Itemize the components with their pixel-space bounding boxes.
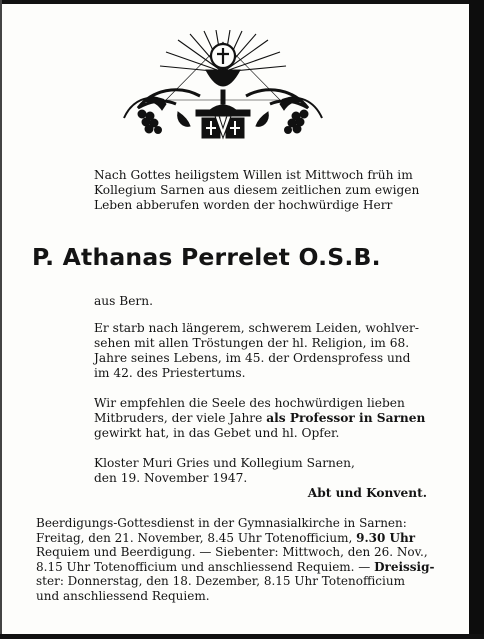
death-line-2: sehen mit allen Tröstungen der hl. Religion, im 68. [94,336,410,350]
funeral-line-6: und anschliessend Requiem. [36,588,210,603]
border-right [469,0,484,639]
funeral-line-2 [36,531,435,546]
intro-line-2: Kollegium Sarnen aus diesem zeitlichen zum ewigen [94,183,420,197]
deceased-name: P. Athanas Perrelet O.S.B. [32,243,381,271]
prayer-line-2 [94,411,425,426]
death-line-3: Jahre seines Lebens, im 45. der Ordensprofess und [94,351,411,365]
signature: Abt und Konvent. [307,486,427,500]
border-left [0,0,2,639]
death-line-1: Er starb nach längerem, schwerem Leiden, wohlver- [94,321,419,335]
professor-phrase: als Professor in Sarnen [266,411,426,425]
intro-line-1: Nach Gottes heiligstem Willen ist Mittwoch früh im [94,168,413,182]
funeral-line-1: Beerdigungs-Gottesdienst in der Gymnasialkirche in Sarnen: [36,516,407,530]
thirtieth-day-label: Dreissig- [374,559,435,574]
funeral-schedule [36,516,435,604]
funeral-line-3: Requiem und Beerdigung. — Siebenter: Mittwoch, den 26. Nov., [36,545,428,560]
intro-line-3: Leben abberufen worden der hochwürdige Herr [94,198,393,212]
prayer-line-2-text: Mitbruders, der viele Jahre [94,411,267,425]
funeral-line-5: ster: Donnerstag, den 18. Dezember, 8.15 Uhr Totenofficium [36,574,405,589]
origin-text: aus Bern. [94,294,153,308]
prayer-line-1: Wir empfehlen die Seele des hochwürdigen lieben [94,396,405,410]
funeral-line-4 [36,560,435,575]
border-bottom [0,634,484,639]
place-date [94,456,355,486]
requiem-time: 9.30 Uhr [356,530,416,545]
prayer-line-3: gewirkt hat, in das Gebet und hl. Opfer. [94,426,340,440]
chalice-emblem-icon [118,30,328,142]
death-paragraph [94,321,419,381]
death-line-4: im 42. des Priestertums. [94,366,246,380]
place-line: Kloster Muri Gries und Kollegium Sarnen, [94,456,355,470]
funeral-line-4-text: 8.15 Uhr Totenofficium und anschliessend Requiem. — [36,559,375,574]
intro-text [94,168,419,213]
border-top [0,0,484,4]
date-line: den 19. November 1947. [94,471,248,485]
prayer-paragraph [94,396,425,441]
funeral-line-2-text: Freitag, den 21. November, 8.45 Uhr Totenofficium, [36,530,357,545]
